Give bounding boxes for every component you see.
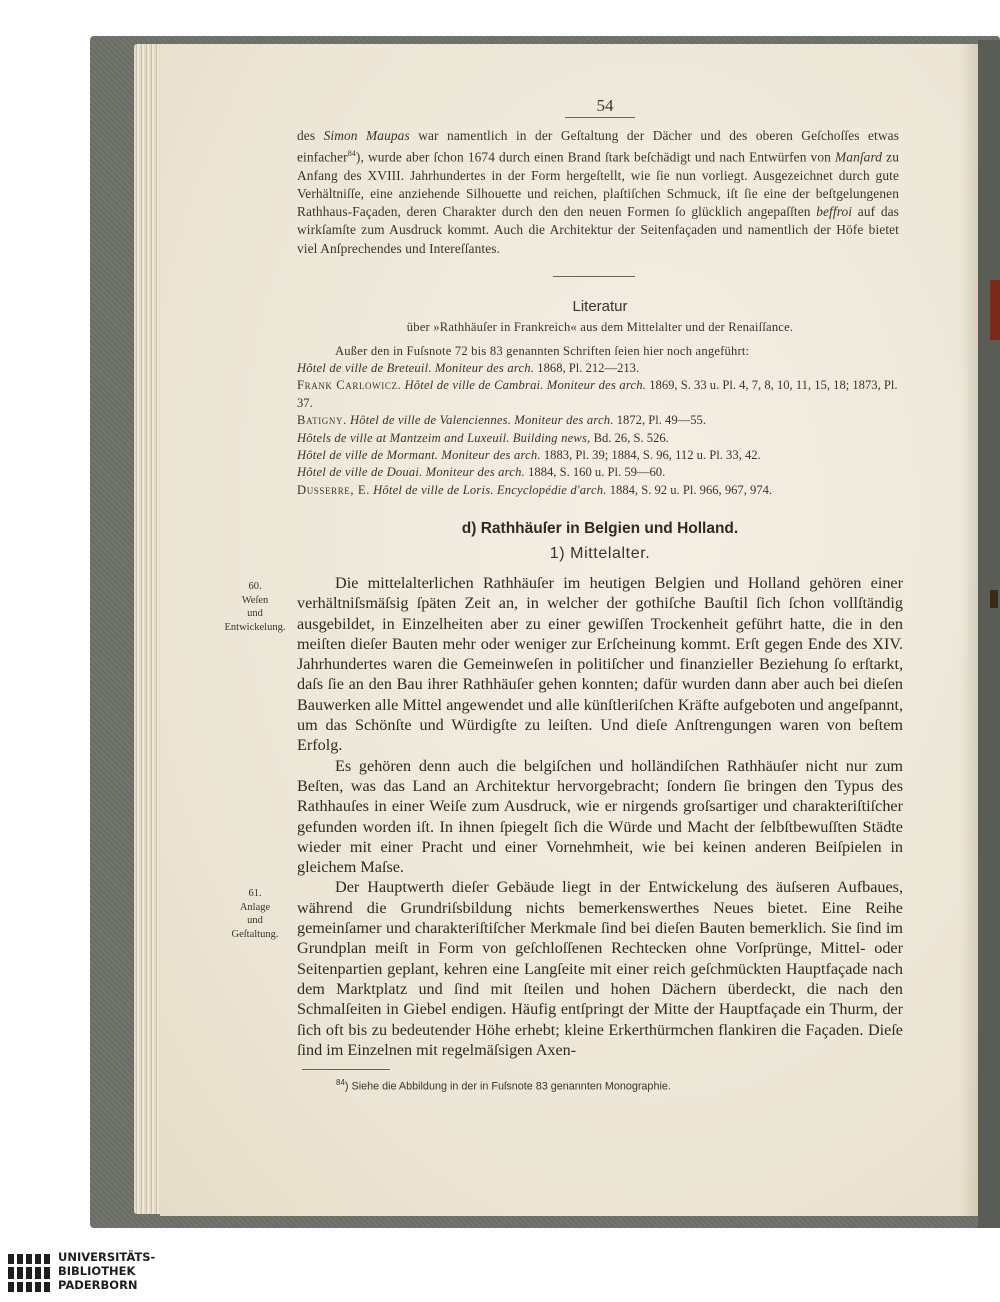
cover-right-edge xyxy=(978,40,1000,1228)
page-number-rule xyxy=(565,117,635,118)
section-title: d) Rathhäuſer in Belgien und Holland. xyxy=(461,520,739,537)
margin-note-60: 60. Weſen und Entwickelung. xyxy=(224,581,286,633)
margin-note-61: 61. Anlage und Geſtaltung. xyxy=(231,888,279,940)
page-number: 54 xyxy=(596,96,614,115)
literature-subtitle: über »Rathhäuſer in Frankreich« aus dem Mittelalter und der Renaiſſance. xyxy=(406,320,794,334)
literature-title: Literatur xyxy=(572,298,628,315)
bookmark-ribbon-small xyxy=(990,590,998,608)
footnote-ref[interactable]: 84 xyxy=(347,149,356,159)
library-logo xyxy=(6,1248,186,1298)
reference-item: Hôtel de ville de Breteuil. Moniteur des arch. 1868, Pl. 212—213. xyxy=(297,361,640,375)
paragraph-60: Die mittelalterlichen Rathhäuſer im heutigen Belgien und Holland gehören einer verhältniſsmäſsig ſpäten Zeit an, in welcher der gothiſche Bauſtil ſich ſchon vollſtändig ausgebildet, in Einzelheiten aber zu einer gewiſſen Trockenheit geführt hatte, die in den meiſten dieſer Bauten mehr oder weniger zur Erſcheinung kommt. Erſt gegen Ende des XIV. Jahrhundertes waren die Gemeinweſen in politiſcher und finanzieller Beziehung ſo erſtarkt, daſs ſie an den Bau ihrer Rathhäuſer gehen konnten; dafür wurden dann aber auch bei dieſen Bauwerken alle Mittel angewendet und alle künſtleriſchen Kräfte aufgeboten und angeſpannt, um das Schönſte und Würdigſte zu leiſten. Und dieſe Anſtrengungen waren von beſtem Erfolg. xyxy=(297,574,903,755)
main-text xyxy=(297,573,903,1060)
intro-paragraph: des Simon Maupas war namentlich in der Geſtaltung der Dächer und des oberen Geſchoſſes etwas einfacher$^{84}$), wurde aber ſchon 1674 durch einen Brand ſtark beſchädigt und nach Entwürfen von Manſard zu Anfang des XVIII. Jahrhundertes in der Form hergeſtellt, wie ſie nun vorliegt. Ausgezeichnet durch gute Verhältniſſe, eine anziehende Silhouette und reichen, plaſtiſchen Schmuck, iſt ſie eine der beſtgelungenen Rathhaus-Façaden, deren Charakter durch den den neuen Formen ſo glücklich angepaſſten beffroi auf das wirkſamſte zum Ausdruck kommt. Auch die Architektur der Seitenfaçaden und namentlich der Höfe bietet viel Anſprechendes und Intereſſantes. xyxy=(297,128,900,256)
reference-item: Hôtel de ville de Douai. Moniteur des arch. 1884, S. 160 u. Pl. 59—60. xyxy=(297,465,666,480)
reference-item: Frank Carlowicz. Hôtel de ville de Cambrai. Moniteur des arch. 1869, S. 33 u. Pl. 4, 7, 8, 10, 11, 15, 18; 1873, Pl. 37. xyxy=(297,378,898,410)
paragraph-61: Der Hauptwerth dieſer Gebäude liegt in der Entwickelung des äuſseren Aufbaues, während die Grundriſsbildung nichts bemerkenswerthes Neues bietet. Eine Reihe gemeinſamer und charakteriſtiſcher Merkmale ſind bei dieſen Bauten bemerklich. Sie ſind im Grundplan meiſt in Form von geſchloſſenen Rechtecken ohne Vorſprünge, Mittel- oder Seitenpartien geplant, kehren eine Langſeite mit einer reich geſchmückten Hauptfaçade nach dem Marktplatz und ſind mit ſteilen und hohen Dächern überdeckt, die nach den Schmalſeiten in Giebel endigen. Häufig entſpringt der Mitte der Hauptfaçade ein Thurm, der ſich oft bis zu bedeutender Höhe erhebt; kleine Erkerthürmchen flankiren die Façaden. Dieſe ſind im Einzelnen mit regelmäſsigen Axen- xyxy=(297,878,903,1059)
name-maupas: Simon Maupas xyxy=(323,128,410,143)
footnote: $^{84}$) Siehe die Abbildung in der in Fuſsnote 83 genannten Monographie. xyxy=(336,1078,671,1093)
subsection-title: 1) Mittelalter. xyxy=(549,545,651,562)
reference-item: Hôtels de ville at Mantzeim and Luxeuil. Building news, Bd. 26, S. 526. xyxy=(297,430,669,445)
footnote-rule xyxy=(302,1069,390,1070)
paragraph-60-b: Es gehören denn auch die belgiſchen und holländiſchen Rathhäuſer nicht nur zum Beſten, was das Land an Architektur hervorgebracht; ſondern ſie bringen den Typus des Rathhauſes in einer Weiſe zum Ausdruck, wie er nirgends groſsartiger und charakteriſtiſcher gefunden worden iſt. In ihnen ſpiegelt ſich die Würde und Macht der ſelbſtbewuſſten Städte wieder mit einer Pracht und einer Vornehmheit, wie bei keinen anderen Beiſpielen in gleichem Maſse. xyxy=(297,756,903,877)
reference-item: Hôtel de ville de Mormant. Moniteur des arch. 1883, Pl. 39; 1884, S. 96, 112 u. Pl. 33, 42. xyxy=(297,448,761,463)
bookmark-ribbon xyxy=(990,280,1000,340)
section-divider xyxy=(553,276,635,277)
name-mansard: Manſard xyxy=(835,149,883,165)
reference-item: Dusserre, E. Hôtel de ville de Loris. Encyclopédie d'arch. 1884, S. 92 u. Pl. 966, 967, 974. xyxy=(297,482,773,497)
term-beffroi: beffroi xyxy=(816,204,853,220)
library-logo-icon xyxy=(6,1250,52,1296)
library-logo-text: UNIVERSITÄTS- BIBLIOTHEK PADERBORN xyxy=(58,1250,156,1292)
reference-item: Batigny. Hôtel de ville de Valenciennes. Moniteur des arch. 1872, Pl. 49—55. xyxy=(297,413,706,428)
reference-list xyxy=(297,360,899,499)
page-curve-shadow xyxy=(960,44,980,1216)
literature-intro: Außer den in Fuſsnote 72 bis 83 genannten Schriften ſeien hier noch angeführt: xyxy=(335,344,750,358)
